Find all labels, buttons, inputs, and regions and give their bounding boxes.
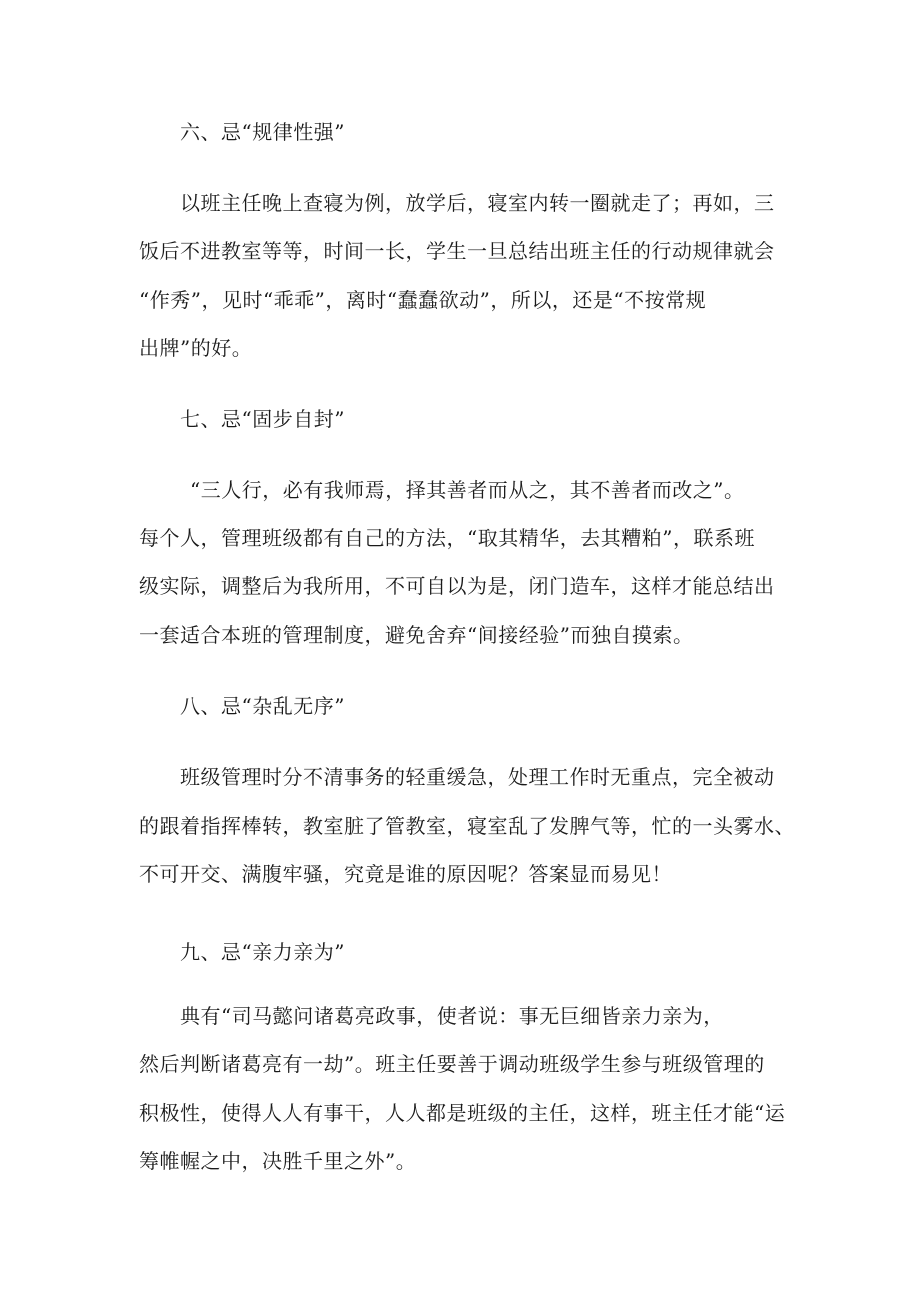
section-heading: 八、忌“杂乱无序” — [180, 694, 345, 718]
paragraph-line: “作秀”，见时“乖乖”，离时“蠢蠢欲动”，所以，还是“不按常规 — [139, 288, 707, 312]
paragraph-line: 不可开交、满腹牢骚，究竟是谁的原因呢？答案显而易见！ — [139, 862, 672, 886]
paragraph-line: 班级管理时分不清事务的轻重缓急，处理工作时无重点，完全被动 — [180, 765, 775, 789]
paragraph-line: “三人行，必有我师焉，择其善者而从之，其不善者而改之”。 — [190, 478, 745, 502]
paragraph-line: 筹帷幄之中，决胜千里之外”。 — [139, 1149, 417, 1173]
section-heading: 九、忌“亲力亲为” — [180, 940, 345, 964]
paragraph-line: 典有“司马懿问诸葛亮政事，使者说：事无巨细皆亲力亲为， — [180, 1004, 724, 1028]
paragraph-line: 出牌”的好。 — [139, 336, 253, 360]
paragraph-line: 每个人，管理班级都有自己的方法，“取其精华，去其糟粕”，联系班 — [139, 526, 755, 550]
paragraph-line: 然后判断诸葛亮有一劫”。班主任要善于调动班级学生参与班级管理的 — [139, 1052, 765, 1076]
paragraph-line: 饭后不进教室等等，时间一长，学生一旦总结出班主任的行动规律就会 — [139, 239, 775, 263]
paragraph-line: 一套适合本班的管理制度，避免舍弃“间接经验”而独自摸索。 — [139, 623, 694, 647]
paragraph-line: 以班主任晚上查寝为例，放学后，寝室内转一圈就走了；再如，三 — [180, 191, 775, 215]
paragraph-line: 的跟着指挥棒转，教室脏了管教室，寝室乱了发脾气等，忙的一头雾水、 — [139, 814, 795, 838]
section-heading: 七、忌“固步自封” — [180, 407, 345, 431]
section-heading: 六、忌“规律性强” — [180, 120, 345, 144]
paragraph-line: 积极性，使得人人有事干，人人都是班级的主任，这样，班主任才能“运 — [139, 1101, 786, 1125]
paragraph-line: 级实际，调整后为我所用，不可自以为是，闭门造车，这样才能总结出 — [139, 574, 775, 598]
